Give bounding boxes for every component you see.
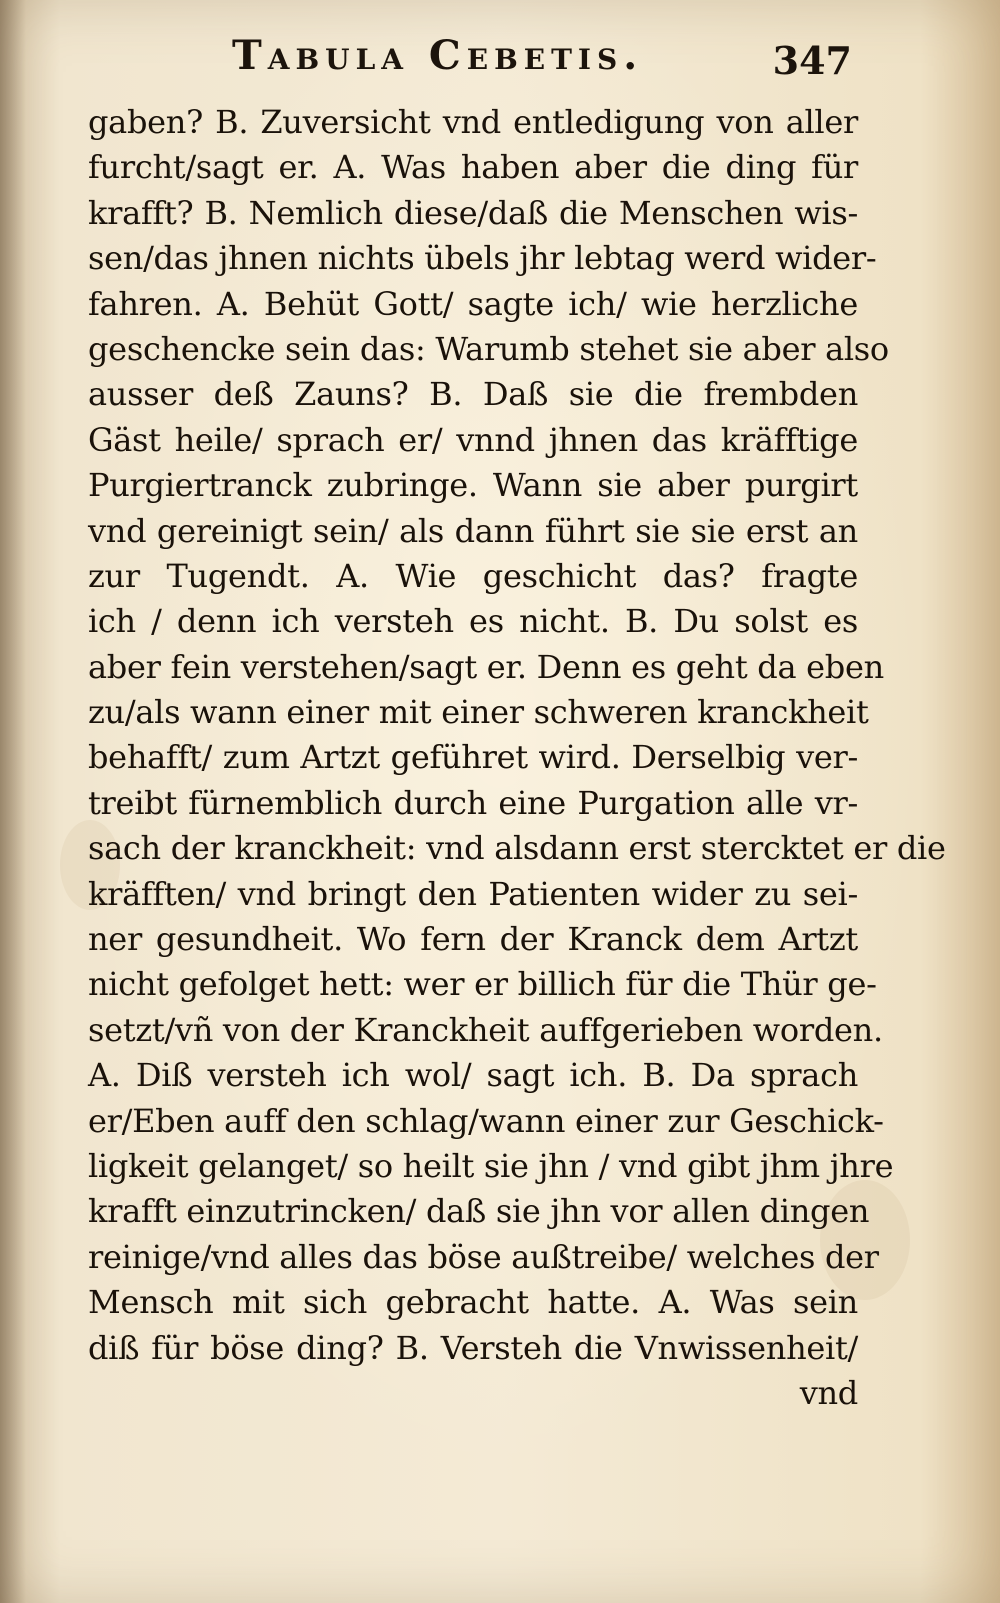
text-line: ligkeit gelanget/ so heilt sie jhn / vnd gibt jhm jhre: [88, 1146, 894, 1185]
text-line: Mensch mit sich gebracht hatte. A. Was sein: [88, 1283, 858, 1322]
page-number: 347: [772, 38, 852, 83]
text-line: ich / denn ich versteh es nicht. B. Du solst es: [88, 602, 858, 641]
text-line: krafft? B. Nemlich diese/daß die Menschen wis-: [88, 193, 858, 232]
text-line: A. Diß versteh ich wol/ sagt ich. B. Da sprach: [88, 1056, 858, 1095]
text-line: Gäst heile/ sprach er/ vnnd jhnen das kräfftige: [88, 420, 858, 459]
text-line: er/Eben auff den schlag/wann einer zur Geschick-: [88, 1101, 884, 1140]
text-line: diß für böse ding? B. Versteh die Vnwissenheit/: [88, 1328, 858, 1367]
text-line: reinige/vnd alles das böse außtreibe/ welches der: [88, 1237, 879, 1276]
text-line: Purgiertranck zubringe. Wann sie aber purgirt: [88, 466, 858, 505]
text-line: sen/das jhnen nichts übels jhr lebtag werd wider-: [88, 239, 877, 278]
text-line: behafft/ zum Artzt geführet wird. Derselbig ver-: [88, 738, 858, 777]
text-line: zur Tugendt. A. Wie geschicht das? fragte: [88, 556, 858, 595]
text-line: kräfften/ vnd bringt den Patienten wider zu sei-: [88, 874, 858, 913]
text-line: vnd gereinigt sein/ als dann führt sie sie erst an: [88, 511, 858, 550]
catchword: vnd: [799, 1373, 858, 1412]
text-line: krafft einzutrincken/ daß sie jhn vor allen dingen: [88, 1192, 870, 1231]
text-line: geschencke sein das: Warumb stehet sie aber also: [88, 329, 889, 368]
text-line: sach der kranckheit: vnd alsdann erst stercktet er die: [88, 829, 946, 868]
text-line: treibt fürnemblich durch eine Purgation alle vr-: [88, 783, 858, 822]
text-line: nicht gefolget hett: wer er billich für die Thür ge-: [88, 965, 877, 1004]
body-text: [88, 100, 946, 1416]
running-title: Tabula Cebetis.: [232, 32, 644, 79]
text-line: ausser deß Zauns? B. Daß sie die frembden: [88, 375, 858, 414]
text-line: aber fein verstehen/sagt er. Denn es geht da eben: [88, 647, 884, 686]
text-line: gaben? B. Zuversicht vnd entledigung von aller: [88, 103, 858, 141]
text-line: ner gesundheit. Wo fern der Kranck dem Artzt: [88, 920, 858, 959]
text-line: zu/als wann einer mit einer schweren kranckheit: [88, 693, 869, 732]
text-line: fahren. A. Behüt Gott/ sagte ich/ wie herzliche: [88, 284, 858, 323]
text-line: furcht/sagt er. A. Was haben aber die ding für: [88, 148, 858, 187]
page-header: [232, 26, 852, 86]
spine-shadow: [0, 0, 26, 1603]
text-line: setzt/vñ von der Kranckheit auffgerieben worden.: [88, 1010, 883, 1049]
